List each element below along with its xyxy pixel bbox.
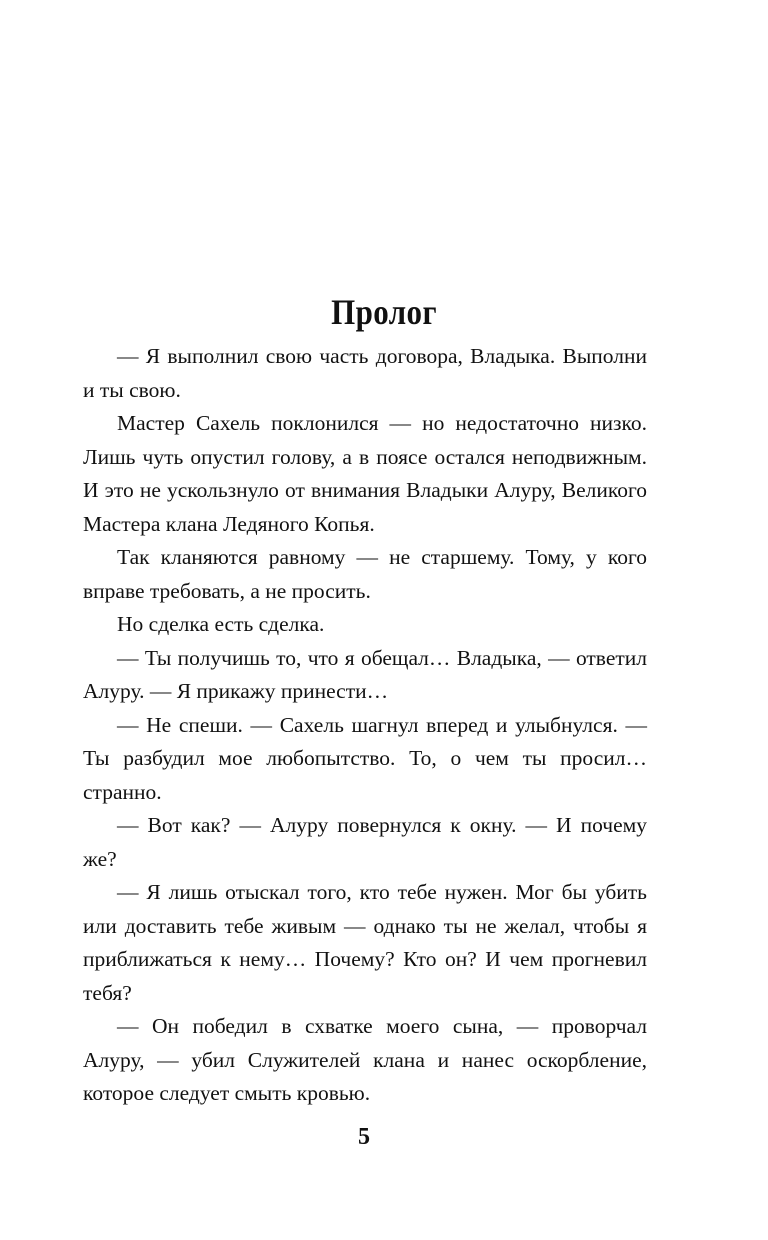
paragraph: Так кланяются равному — не старшему. Тому, у кого вправе требовать, а не просить. [83,545,647,603]
paragraph: — Он победил в схватке моего сына, — проворчал Алуру, — убил Служителей клана и нанес оскорбление, которое следует смыть кровью. [83,1014,647,1105]
chapter-title: Пролог [331,292,437,332]
paragraph: — Не спеши. — Сахель шагнул вперед и улыбнулся. — Ты разбудил мое любопытство. То, о чем ты просил… странно. [83,712,647,804]
paragraph: Мастер Сахель поклонился — но недостаточно низко. Лишь чуть опустил голову, а в поясе остался неподвижным. И это не ускользнуло от внимания Владыки Алуру, Великого Мастера клана Ледяного Копья. [83,411,647,536]
page-number: 5 [358,1124,370,1150]
paragraph: Но сделка есть сделка. [117,612,325,636]
paragraph: — Вот как? — Алуру повернулся к окну. — И почему же? [83,813,647,871]
paragraph: — Я выполнил свою часть договора, Владыка. Выполни и ты свою. [83,344,647,402]
chapter-body [83,340,647,1111]
paragraph: — Ты получишь то, что я обещал… Владыка, — ответил Алуру. — Я прикажу принести… [83,645,647,703]
paragraph: — Я лишь отыскал того, кто тебе нужен. Мог бы убить или доставить тебе живым — однако ты не желал, чтобы я приближаться к нему… Почему? Кто он? И чем прогневил тебя? [83,880,647,1005]
